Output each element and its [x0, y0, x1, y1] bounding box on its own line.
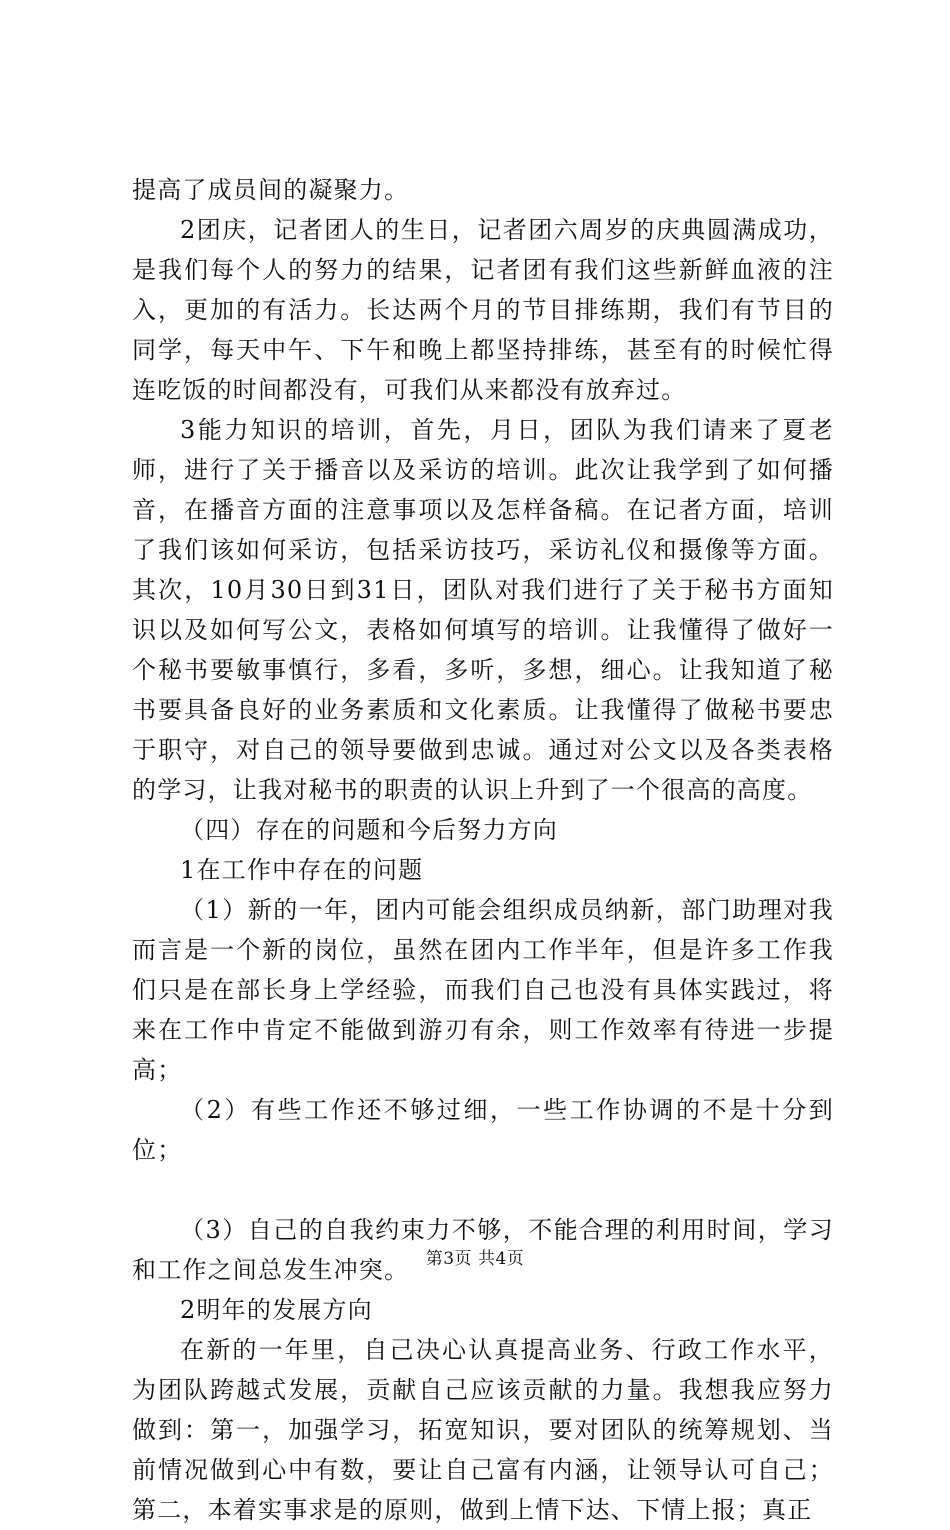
paragraph-problem-3: （3）自己的自我约束力不够，不能合理的利用时间，学习和工作之间总发生冲突。 [132, 1216, 834, 1284]
paragraph-1: 提高了成员间的凝聚力。 [132, 176, 410, 204]
paragraph-2: 2团庆，记者团人的生日，记者团六周岁的庆典圆满成功，是我们每个人的努力的结果，记者团有我们这些新鲜血液的注入，更加的有活力。长达两个月的节目排练期，我们有节目的同学，每天中午、下午和晚上都坚持排练，甚至有的时候忙得连吃饭的时间都没有，可我们从来都没有放弃过。 [132, 216, 834, 404]
subheading-direction: 2明年的发展方向 [180, 1296, 373, 1324]
paragraph-3: 3能力知识的培训，首先，月日，团队为我们请来了夏老师，进行了关于播音以及采访的培训。此次让我学到了如何播音，在播音方面的注意事项以及怎样备稿。在记者方面，培训了我们该如何采访，包括采访技巧，采访礼仪和摄像等方面。其次，10月30日到31日，团队对我们进行了关于秘书方面知识以及如何写公文，表格如何填写的培训。让我懂得了做好一个秘书要敏事慎行，多看，多听，多想，细心。让我知道了秘书要具备良好的业务素质和文化素质。让我懂得了做秘书要忠于职守，对自己的领导要做到忠诚。通过对公文以及各类表格的学习，让我对秘书的职责的认识上升到了一个很高的高度。 [132, 416, 834, 804]
section-heading-4: （四）存在的问题和今后努力方向 [180, 816, 558, 844]
page-footer [0, 1244, 950, 1269]
paragraph-problem-2: （2）有些工作还不够过细，一些工作协调的不是十分到位； [132, 1096, 834, 1164]
paragraph-problem-1: （1）新的一年，团内可能会组织成员纳新，部门助理对我而言是一个新的岗位，虽然在团内工作半年，但是许多工作我们只是在部长身上学经验，而我们自己也没有具体实践过，将来在工作中肯定不能做到游刃有余，则工作效率有待进一步提高； [132, 896, 834, 1084]
document-body [132, 170, 834, 1530]
page-number-label: 第3页 共4页 [425, 1249, 525, 1269]
paragraph-direction: 在新的一年里，自己决心认真提高业务、行政工作水平，为团队跨越式发展，贡献自己应该贡献的力量。我想我应努力做到：第一，加强学习，拓宽知识，要对团队的统筹规划、当前情况做到心中有数，要让自己富有内涵，让领导认可自己；第二，本着实事求是的原则，做到上情下达、下情上报；真正 [132, 1336, 834, 1524]
subheading-problems: 1在工作中存在的问题 [180, 856, 424, 884]
